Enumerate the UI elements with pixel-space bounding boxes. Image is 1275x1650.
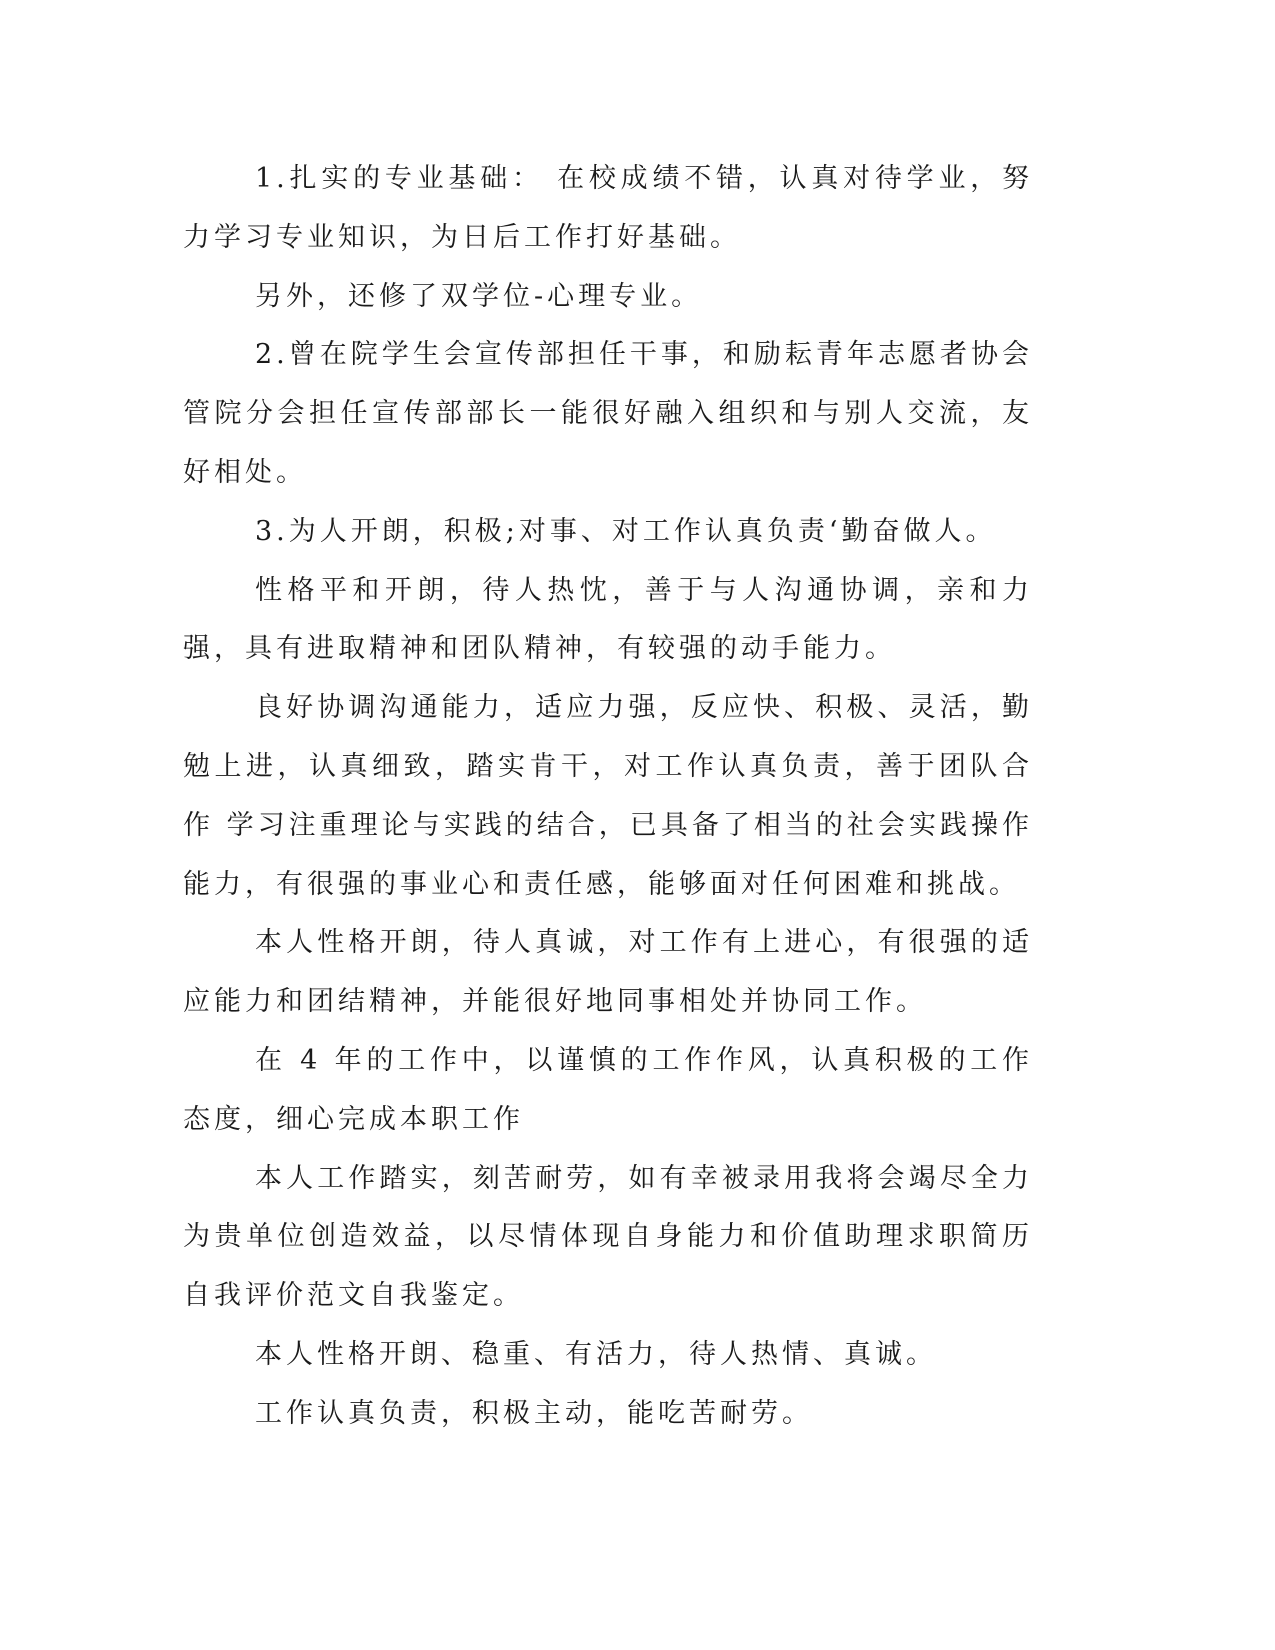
paragraph-work-attitude: 工作认真负责，积极主动，能吃苦耐劳。 <box>255 1397 813 1429</box>
paragraph-character: 本人性格开朗、稳重、有活力，待人热情、真诚。 <box>255 1338 937 1370</box>
paragraph-professional-foundation: 1.扎实的专业基础： 在校成绩不错，认真对待学业，努力学习专业知识，为日后工作打好基础。 <box>183 163 1033 253</box>
paragraph-student-union: 2.曾在院学生会宣传部担任干事，和励耘青年志愿者协会管院分会担任宣传部部长一能很好融入组织和与别人交流，友好相处。 <box>183 339 1033 488</box>
paragraph-personality-diligent: 3.为人开朗，积极;对事、对工作认真负责‘勤奋做人。 <box>255 515 997 547</box>
paragraph-adaptability: 本人性格开朗，待人真诚，对工作有上进心，有很强的适应能力和团结精神，并能很好地同事相处并协同工作。 <box>183 927 1033 1018</box>
document-body <box>183 150 1033 1444</box>
paragraph-teamwork: 良好协调沟通能力，适应力强，反应快、积极、灵活，勤勉上进，认真细致，踏实肯干，对工作认真负责，善于团队合作 学习注重理论与实践的结合，已具备了相当的社会实践操作能力，有很强的事业心和责任感，能够面对任何困难和挑战。 <box>183 692 1033 900</box>
paragraph-commitment: 本人工作踏实，刻苦耐劳，如有幸被录用我将会竭尽全力为贵单位创造效益，以尽情体现自身能力和价值助理求职简历自我评价范文自我鉴定。 <box>183 1162 1033 1312</box>
paragraph-personality-communication: 性格平和开朗，待人热忱，善于与人沟通协调，亲和力强，具有进取精神和团队精神，有较强的动手能力。 <box>183 574 1033 665</box>
paragraph-double-degree: 另外，还修了双学位-心理专业。 <box>255 280 703 312</box>
paragraph-work-experience: 在 4 年的工作中，以谨慎的工作作风，认真积极的工作态度，细心完成本职工作 <box>183 1044 1033 1135</box>
